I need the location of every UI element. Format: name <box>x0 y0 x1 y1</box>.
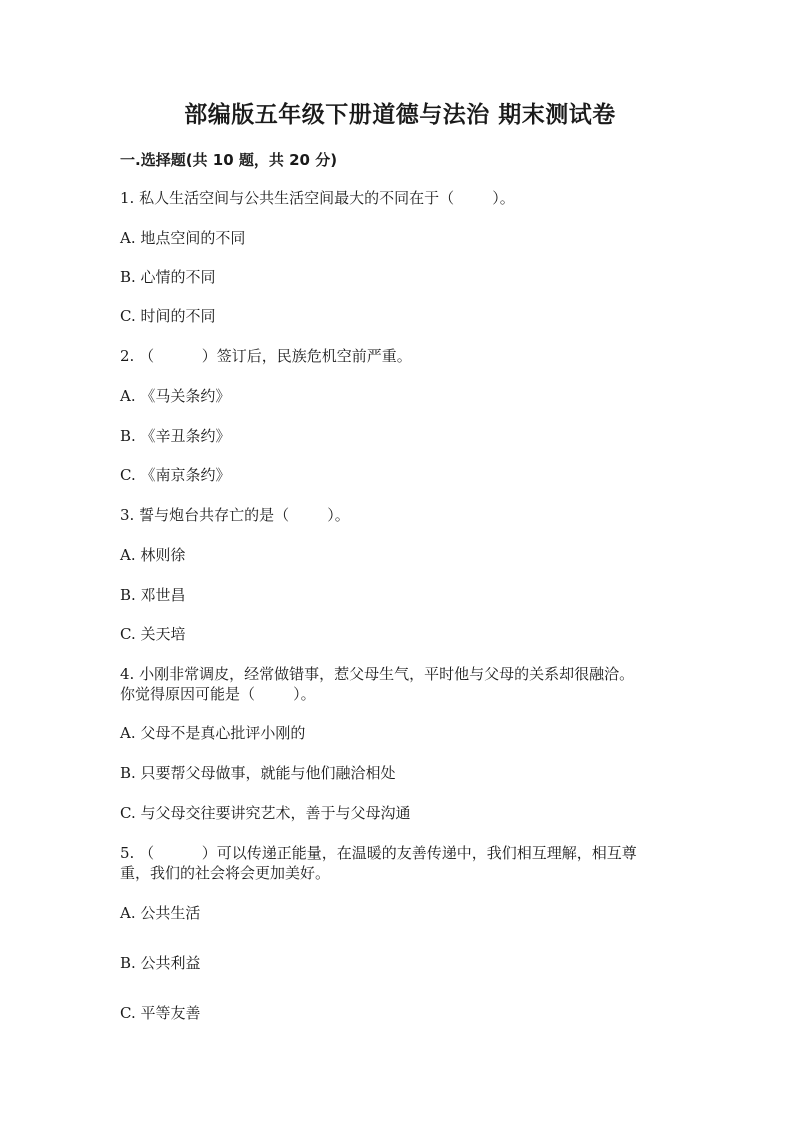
question-4-stem-line-2: 你觉得原因可能是（ ）。 <box>120 685 316 703</box>
question-3-stem: 3. 誓与炮台共存亡的是（ ）。 <box>120 506 350 524</box>
exam-title: 部编版五年级下册道德与法治 期末测试卷 <box>184 102 616 128</box>
question-1-option-b: B. 心情的不同 <box>120 268 216 286</box>
question-2-option-b: B. 《辛丑条约》 <box>120 427 231 445</box>
question-5-option-c: C. 平等友善 <box>120 1004 201 1022</box>
question-3-option-a: A. 林则徐 <box>120 546 186 564</box>
question-3-option-b: B. 邓世昌 <box>120 586 186 604</box>
question-2-option-a: A. 《马关条约》 <box>120 387 231 405</box>
question-5-stem-line-1: 5. （ ）可以传递正能量，在温暖的友善传递中，我们相互理解，相互尊 <box>120 844 637 862</box>
question-4-option-a: A. 父母不是真心批评小刚的 <box>120 724 306 742</box>
question-1-option-c: C. 时间的不同 <box>120 307 216 325</box>
question-4-option-b: B. 只要帮父母做事，就能与他们融洽相处 <box>120 764 396 782</box>
question-1-option-a: A. 地点空间的不同 <box>120 229 246 247</box>
question-3-option-c: C. 关天培 <box>120 625 186 643</box>
section-heading: 一.选择题(共 10 题，共 20 分) <box>120 151 338 169</box>
question-5-stem-line-2: 重，我们的社会将会更加美好。 <box>120 864 331 882</box>
question-2-option-c: C. 《南京条约》 <box>120 466 231 484</box>
question-4-stem-line-1: 4. 小刚非常调皮，经常做错事，惹父母生气，平时他与父母的关系却很融洽。 <box>120 665 635 683</box>
question-5-option-b: B. 公共利益 <box>120 954 201 972</box>
question-2-stem: 2. （ ）签订后，民族危机空前严重。 <box>120 347 412 365</box>
question-4-option-c: C. 与父母交往要讲究艺术，善于与父母沟通 <box>120 804 411 822</box>
question-1-stem: 1. 私人生活空间与公共生活空间最大的不同在于（ ）。 <box>120 189 515 207</box>
question-5-option-a: A. 公共生活 <box>120 904 201 922</box>
